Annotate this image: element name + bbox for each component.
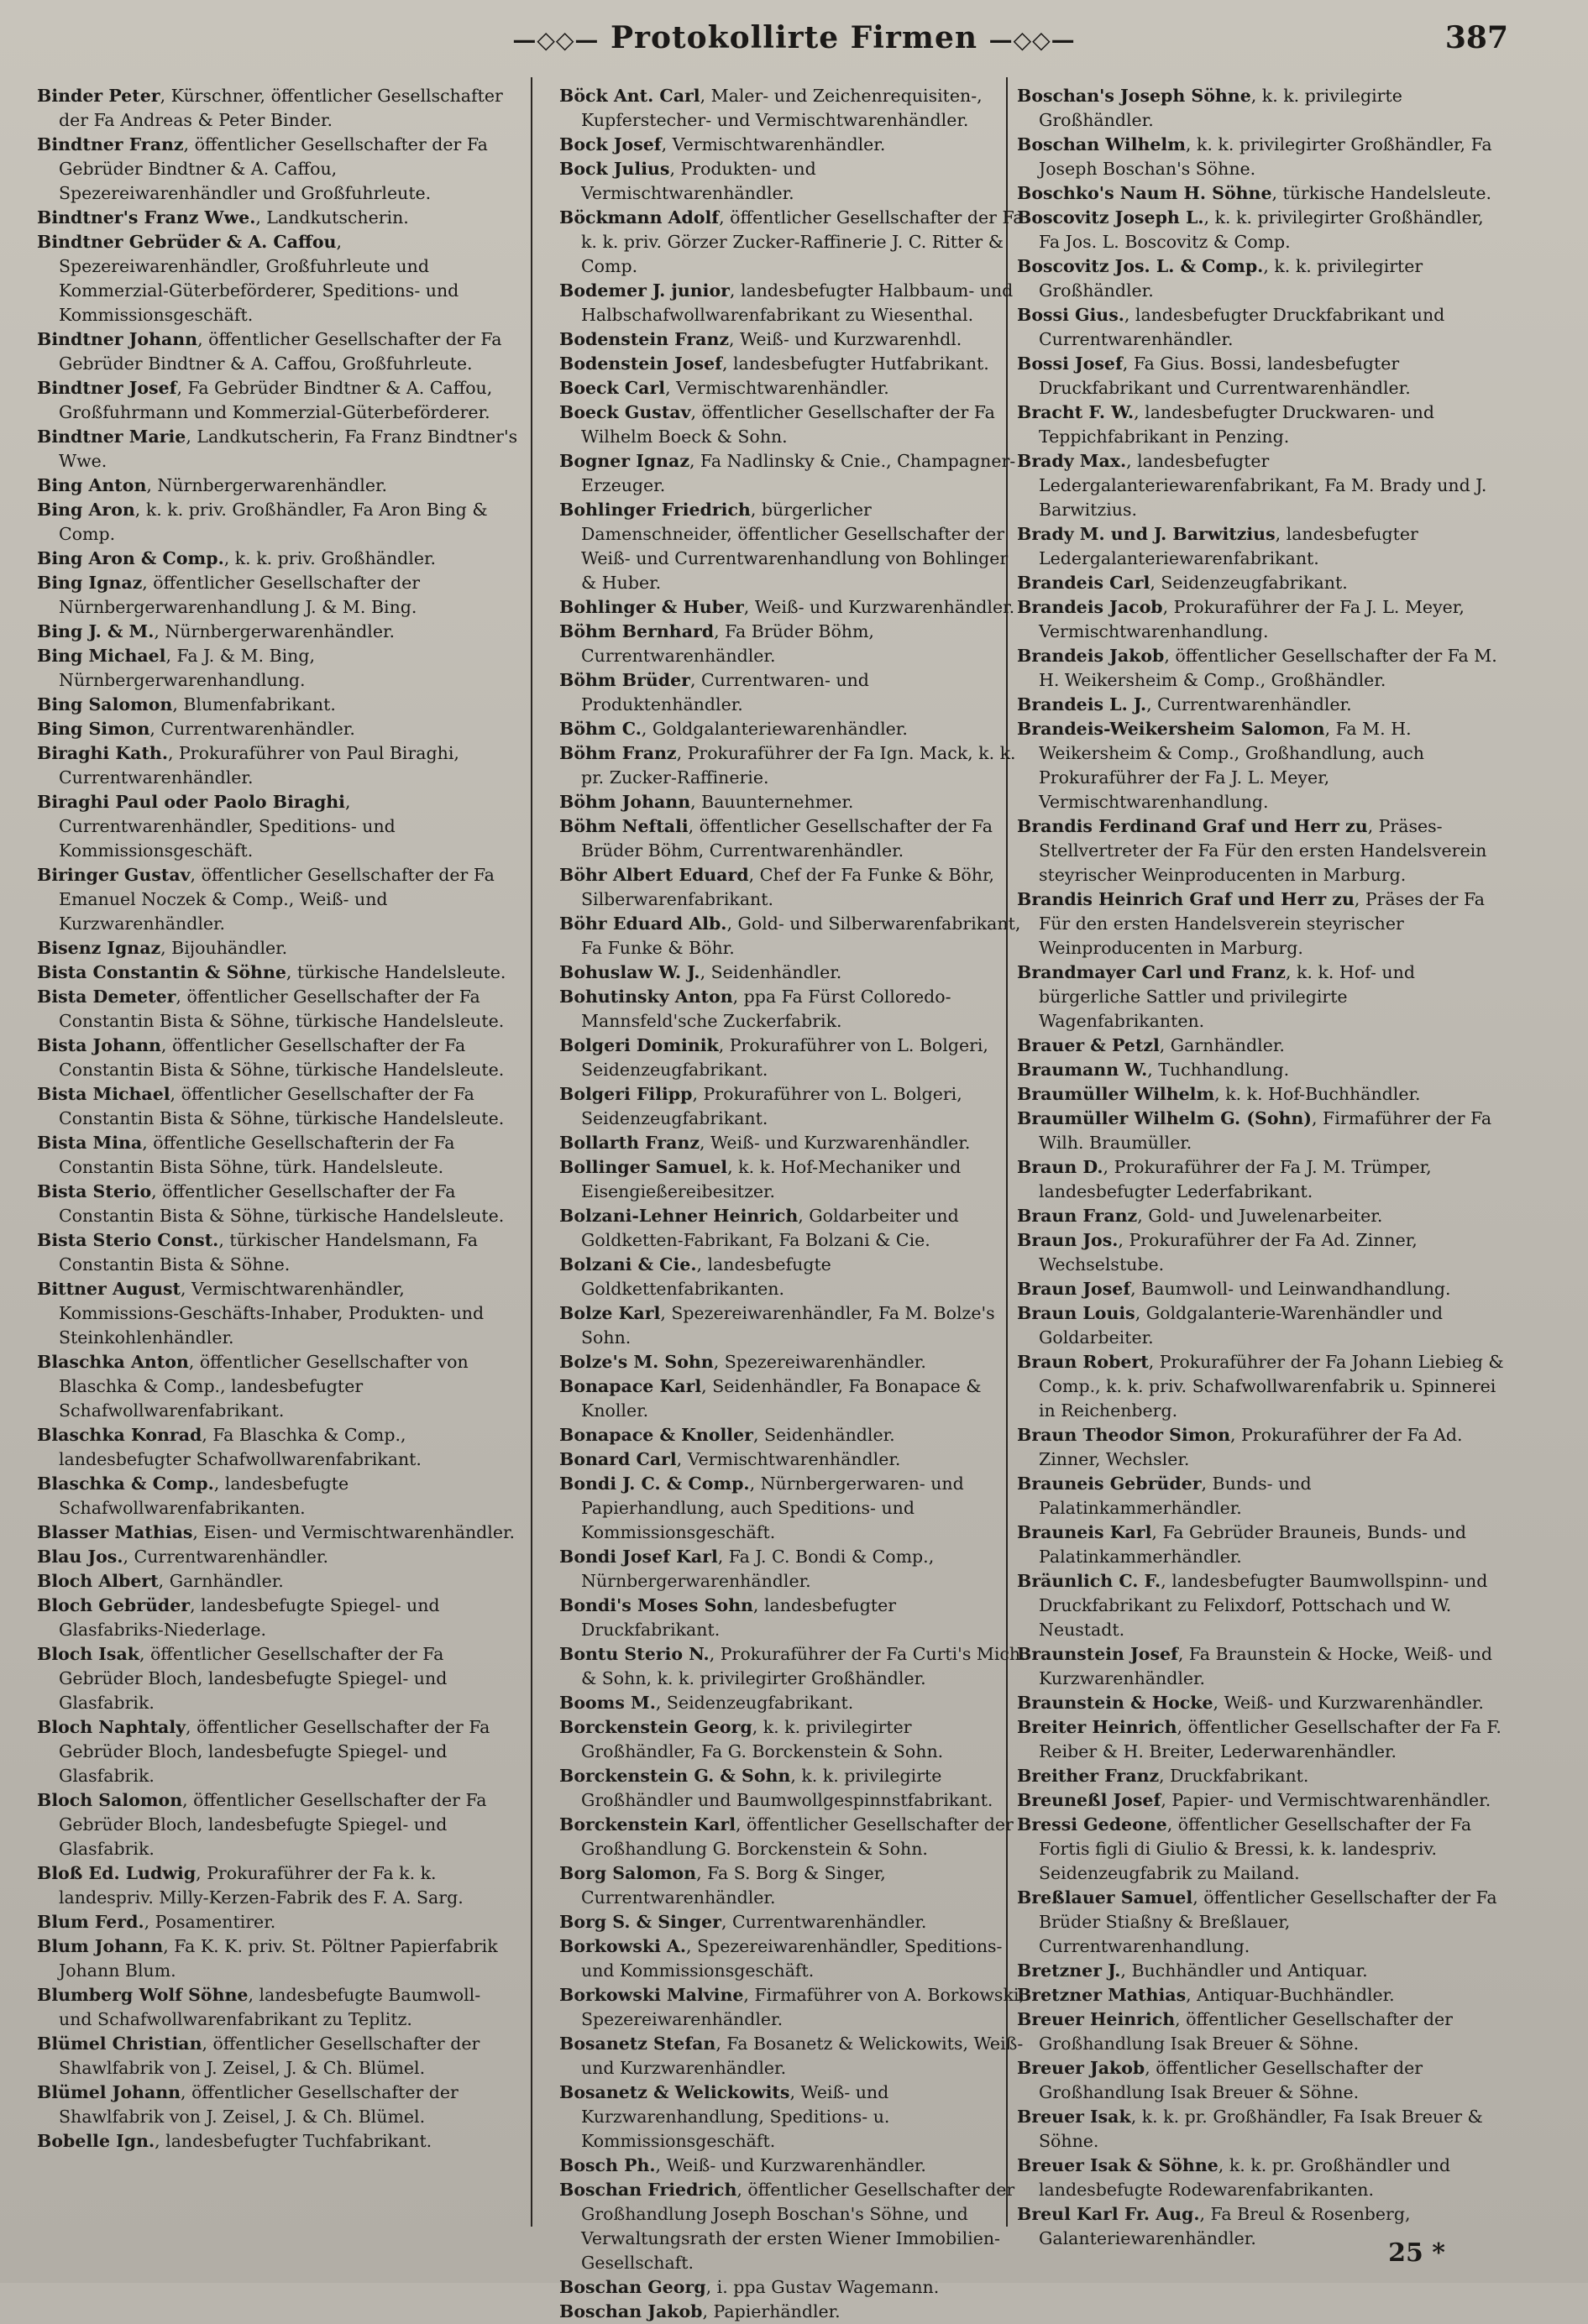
directory-entry: Böhm Neftali, öffentlicher Gesellschafter der Fa Brüder Böhm, Currentwarenhändler.: [559, 816, 993, 861]
directory-entry: Bing Ignaz, öffentlicher Gesellschafter der Nürnbergerwarenhandlung J. & M. Bing.: [37, 573, 421, 617]
directory-entry: Bloch Isak, öffentlicher Gesellschafter der Fa Gebrüder Bloch, landesbefugte Spiegel- und Glasfabrik.: [37, 1644, 448, 1713]
directory-entry: Blaschka Anton, öffentlicher Gesellschafter von Blaschka & Comp., landesbefugter Schafwollwarenfabrikant.: [37, 1352, 469, 1421]
directory-entry: Braun D., Prokuraführer der Fa J. M. Trümper, landesbefugter Lederfabrikant.: [1017, 1157, 1432, 1201]
directory-entry: Böhm Franz, Prokuraführer der Fa Ign. Mack, k. k. pr. Zucker-Raffinerie.: [559, 743, 1016, 788]
directory-entry: Borckenstein G. & Sohn, k. k. privilegirte Großhändler und Baumwollgespinnstfabrikant.: [559, 1766, 993, 1810]
directory-entry: Bloch Naphtaly, öffentlicher Gesellschafter der Fa Gebrüder Bloch, landesbefugte Spiegel- und Glasfabrik.: [37, 1717, 490, 1786]
directory-entry: Bindtner Franz, öffentlicher Gesellschafter der Fa Gebrüder Bindtner & A. Caffou, Spezereiwarenhändler und Großfuhrleute.: [37, 134, 488, 203]
directory-entry: Bista Johann, öffentlicher Gesellschafter der Fa Constantin Bista & Söhne, türkische Handelsleute.: [37, 1035, 505, 1080]
directory-entry: Booms M., Seidenzeugfabrikant.: [559, 1693, 854, 1713]
directory-entry: Breul Karl Fr. Aug., Fa Breul & Rosenberg, Galanteriewarenhändler.: [1017, 2204, 1411, 2248]
directory-entry: Bondi's Moses Sohn, landesbefugter Druckfabrikant.: [559, 1595, 897, 1640]
directory-entry: Bolzani & Cie., landesbefugte Goldkettenfabrikanten.: [559, 1254, 831, 1299]
directory-entry: Böhm Bernhard, Fa Brüder Böhm, Currentwarenhändler.: [559, 621, 874, 666]
directory-entry: Bonard Carl, Vermischtwarenhändler.: [559, 1449, 901, 1469]
column-left: [32, 84, 523, 2217]
directory-entry: Bossi Gius., landesbefugter Druckfabrikant und Currentwarenhändler.: [1017, 305, 1445, 349]
directory-entry: Binder Peter, Kürschner, öffentlicher Gesellschafter der Fa Andreas & Peter Binder.: [37, 86, 503, 130]
directory-entry: Bosanetz & Welickowits, Weiß- und Kurzwarenhandlung, Speditions- u. Kommissionsgeschäft.: [559, 2082, 890, 2151]
directory-entry: Bohuslaw W. J., Seidenhändler.: [559, 962, 842, 982]
directory-entry: Biringer Gustav, öffentlicher Gesellschafter der Fa Emanuel Noczek & Comp., Weiß- und Kurzwarenhändler.: [37, 865, 495, 934]
directory-entry: Boschan Wilhelm, k. k. privilegirter Großhändler, Fa Joseph Boschan's Söhne.: [1017, 134, 1492, 179]
directory-entry: Boscovitz Joseph L., k. k. privilegirter Großhändler, Fa Jos. L. Boscovitz & Comp.: [1017, 207, 1484, 252]
directory-entry: Breuneßl Josef, Papier- und Vermischtwarenhändler.: [1017, 1790, 1491, 1810]
directory-entry: Bodenstein Josef, landesbefugter Hutfabrikant.: [559, 353, 989, 374]
directory-entry: Böhm C., Goldgalanteriewarenhändler.: [559, 719, 908, 739]
directory-entry: Brandmayer Carl und Franz, k. k. Hof- und bürgerliche Sattler und privilegirte Wagenfabrikanten.: [1017, 962, 1415, 1031]
directory-entry: Brandis Heinrich Graf und Herr zu, Präses der Fa Für den ersten Handelsverein steyrischer Weinproducenten in Marburg.: [1017, 889, 1486, 958]
directory-entry: Bondi Josef Karl, Fa J. C. Bondi & Comp., Nürnbergerwarenhändler.: [559, 1547, 935, 1591]
directory-entry: Blum Ferd., Posamentirer.: [37, 1912, 276, 1932]
directory-entry: Bindtner Marie, Landkutscherin, Fa Franz Bindtner's Wwe.: [37, 427, 518, 471]
directory-entry: Boscovitz Jos. L. & Comp., k. k. privilegirter Großhändler.: [1017, 256, 1423, 301]
directory-entry: Breuer Jakob, öffentlicher Gesellschafter der Großhandlung Isak Breuer & Söhne.: [1017, 2058, 1423, 2102]
directory-entry: Braunstein Josef, Fa Braunstein & Hocke, Weiß- und Kurzwarenhändler.: [1017, 1644, 1492, 1688]
directory-entry: Braumann W., Tuchhandlung.: [1017, 1060, 1290, 1080]
running-title-text: Protokollirte Firmen: [610, 20, 978, 55]
directory-entry: Blumberg Wolf Söhne, landesbefugte Baumwoll- und Schafwollwarenfabrikant zu Teplitz.: [37, 1985, 481, 2029]
directory-entry: Bohlinger Friedrich, bürgerlicher Damenschneider, öffentlicher Gesellschafter der Weiß- und Currentwarenhandlung von Bohlinger & Huber.: [559, 500, 1009, 593]
directory-entry: Brady Max., landesbefugter Ledergalanteriewarenfabrikant, Fa M. Brady und J. Barwitzius.: [1017, 451, 1487, 520]
directory-entry: Bollinger Samuel, k. k. Hof-Mechaniker und Eisengießereibesitzer.: [559, 1157, 962, 1201]
directory-entry: Bressi Gedeone, öffentlicher Gesellschafter der Fa Fortis figli di Giulio & Bressi, k. k. landespriv. Seidenzeugfabrik zu Mailand.: [1017, 1814, 1472, 1883]
directory-entry: Bolgeri Dominik, Prokuraführer von L. Bolgeri, Seidenzeugfabrikant.: [559, 1035, 988, 1080]
directory-entry: Breuer Heinrich, öffentlicher Gesellschafter der Großhandlung Isak Breuer & Söhne.: [1017, 2009, 1453, 2054]
directory-entry: Bontu Sterio N., Prokuraführer der Fa Curti's Mich. & Sohn, k. k. privilegirter Großhändler.: [559, 1644, 1026, 1688]
directory-entry: Brandeis Jacob, Prokuraführer der Fa J. L. Meyer, Vermischtwarenhandlung.: [1017, 597, 1465, 641]
directory-entry: Bosch Ph., Weiß- und Kurzwarenhändler.: [559, 2155, 926, 2175]
directory-entry: Bista Sterio Const., türkischer Handelsmann, Fa Constantin Bista & Söhne.: [37, 1230, 479, 1275]
directory-entry: Breither Franz, Druckfabrikant.: [1017, 1766, 1309, 1786]
directory-entry: Böhr Albert Eduard, Chef der Fa Funke & Böhr, Silberwarenfabrikant.: [559, 865, 995, 909]
directory-entry: Bindtner Johann, öffentlicher Gesellschafter der Fa Gebrüder Bindtner & A. Caffou, Großfuhrleute.: [37, 329, 502, 374]
column-middle: [554, 84, 1033, 2321]
directory-entry: Bindtner Josef, Fa Gebrüder Bindtner & A. Caffou, Großfuhrmann und Kommerzial-Güterbeförderer.: [37, 378, 493, 422]
directory-entry: Brauer & Petzl, Garnhändler.: [1017, 1035, 1285, 1055]
directory-entry: Bloch Gebrüder, landesbefugte Spiegel- und Glasfabriks-Niederlage.: [37, 1595, 440, 1640]
signature-mark: 25 *: [1388, 2238, 1445, 2268]
directory-entry: Braumüller Wilhelm, k. k. Hof-Buchhändler.: [1017, 1084, 1421, 1104]
directory-entry: Breiter Heinrich, öffentlicher Gesellschafter der Fa F. Reiber & H. Breiter, Lederwarenhändler.: [1017, 1717, 1502, 1761]
directory-entry: Böhm Brüder, Currentwaren- und Produktenhändler.: [559, 670, 869, 714]
directory-entry: Bloß Ed. Ludwig, Prokuraführer der Fa k. k. landespriv. Milly-Kerzen-Fabrik des F. A. Sarg.: [37, 1863, 464, 1908]
directory-entry: Blaschka & Comp., landesbefugte Schafwollwarenfabrikanten.: [37, 1473, 349, 1518]
directory-entry: Bohlinger & Huber, Weiß- und Kurzwarenhändler.: [559, 597, 1015, 617]
directory-entry: Bing J. & M., Nürnbergerwarenhändler.: [37, 621, 396, 641]
directory-entry: Boeck Gustav, öffentlicher Gesellschafter der Fa Wilhelm Boeck & Sohn.: [559, 402, 995, 447]
directory-entry: Böckmann Adolf, öffentlicher Gesellschafter der Fa k. k. priv. Görzer Zucker-Raffinerie J. C. Ritter & Comp.: [559, 207, 1024, 276]
directory-entry: Brauneis Karl, Fa Gebrüder Brauneis, Bunds- und Palatinkammerhändler.: [1017, 1522, 1467, 1567]
directory-entry: Braun Louis, Goldgalanterie-Warenhändler und Goldarbeiter.: [1017, 1303, 1444, 1348]
directory-entry: Bodemer J. junior, landesbefugter Halbbaum- und Halbschafwollwarenfabrikant zu Wiesenthal.: [559, 280, 1014, 325]
directory-entry: Breuer Isak, k. k. pr. Großhändler, Fa Isak Breuer & Söhne.: [1017, 2107, 1483, 2151]
directory-entry: Bista Mina, öffentliche Gesellschafterin der Fa Constantin Bista Söhne, türk. Handelsleute.: [37, 1133, 455, 1177]
directory-entry: Bondi J. C. & Comp., Nürnbergerwaren- und Papierhandlung, auch Speditions- und Kommissionsgeschäft.: [559, 1473, 964, 1542]
page-header: [0, 15, 1588, 65]
column-divider: [531, 77, 532, 2227]
directory-entry: Bock Julius, Produkten- und Vermischtwarenhändler.: [559, 159, 816, 203]
directory-entry: Bloch Salomon, öffentlicher Gesellschafter der Fa Gebrüder Bloch, landesbefugte Spiegel- und Glasfabrik.: [37, 1790, 487, 1859]
column-right: [1012, 84, 1512, 2248]
directory-entry: Bing Aron, k. k. priv. Großhändler, Fa Aron Bing & Comp.: [37, 500, 488, 544]
directory-entry: Bisenz Ignaz, Bijouhändler.: [37, 938, 288, 958]
directory-entry: Bracht F. W., landesbefugter Druckwaren- und Teppichfabrikant in Penzing.: [1017, 402, 1434, 447]
directory-entry: Bing Salomon, Blumenfabrikant.: [37, 694, 336, 714]
directory-entry: Breuer Isak & Söhne, k. k. pr. Großhändler und landesbefugte Rodewarenfabrikanten.: [1017, 2155, 1450, 2200]
directory-entry: Bolze Karl, Spezereiwarenhändler, Fa M. Bolze's Sohn.: [559, 1303, 995, 1348]
directory-entry: Bolze's M. Sohn, Spezereiwarenhändler.: [559, 1352, 926, 1372]
directory-entry: Boschan Jakob, Papierhändler.: [559, 2301, 841, 2321]
directory-entry: Boschan Friedrich, öffentlicher Gesellschafter der Großhandlung Joseph Boschan's Söhne, und Verwaltungsrath der ersten Wiener Immobilien-Gesellschaft.: [559, 2180, 1015, 2273]
directory-entry: Bista Demeter, öffentlicher Gesellschafter der Fa Constantin Bista & Söhne, türkische Handelsleute.: [37, 987, 505, 1031]
directory-entry: Bing Aron & Comp., k. k. priv. Großhändler.: [37, 548, 437, 568]
directory-entry: Bing Anton, Nürnbergerwarenhändler.: [37, 475, 388, 495]
directory-entry: Bräunlich C. F., landesbefugter Baumwollspinn- und Druckfabrikant zu Felixdorf, Pottschach und W. Neustadt.: [1017, 1571, 1488, 1640]
directory-entry: Braun Robert, Prokuraführer der Fa Johann Liebieg & Comp., k. k. priv. Schafwollwarenfabrik u. Spinnerei in Reichenberg.: [1017, 1352, 1504, 1421]
ornament-right-icon: —◇◇—: [988, 26, 1076, 54]
directory-entry: Braun Theodor Simon, Prokuraführer der Fa Ad. Zinner, Wechsler.: [1017, 1425, 1463, 1469]
directory-entry: Bista Michael, öffentlicher Gesellschafter der Fa Constantin Bista & Söhne, türkische Handelsleute.: [37, 1084, 505, 1128]
directory-entry: Braunstein & Hocke, Weiß- und Kurzwarenhändler.: [1017, 1693, 1484, 1713]
ornament-left-icon: —◇◇—: [512, 26, 600, 54]
directory-entry: Borkowski Malvine, Firmaführer von A. Borkowski, Spezereiwarenhändler.: [559, 1985, 1025, 2029]
directory-entry: Bosanetz Stefan, Fa Bosanetz & Welickowits, Weiß- und Kurzwarenhändler.: [559, 2034, 1024, 2078]
directory-entry: Brady M. und J. Barwitzius, landesbefugter Ledergalanteriewarenfabrikant.: [1017, 524, 1418, 568]
directory-entry: Brandis Ferdinand Graf und Herr zu, Präses-Stellvertreter der Fa Für den ersten Handelsverein steyrischer Weinproducenten in Marburg.: [1017, 816, 1487, 885]
directory-entry: Braun Josef, Baumwoll- und Leinwandhandlung.: [1017, 1279, 1451, 1299]
page-number: 387: [1444, 20, 1508, 55]
directory-entry: Brauneis Gebrüder, Bunds- und Palatinkammerhändler.: [1017, 1473, 1312, 1518]
directory-entry: Böck Ant. Carl, Maler- und Zeichenrequisiten-, Kupferstecher- und Vermischtwarenhändler.: [559, 86, 983, 130]
directory-entry: Bittner August, Vermischtwarenhändler, Kommissions-Geschäfts-Inhaber, Produkten- und Steinkohlenhändler.: [37, 1279, 485, 1348]
directory-entry: Bonapace Karl, Seidenhändler, Fa Bonapace & Knoller.: [559, 1376, 982, 1421]
directory-entry: Böhm Johann, Bauunternehmer.: [559, 792, 854, 812]
directory-entry: Borkowski A., Spezereiwarenhändler, Speditions- und Kommissionsgeschäft.: [559, 1936, 1003, 1981]
directory-entry: Brandeis Carl, Seidenzeugfabrikant.: [1017, 573, 1348, 593]
directory-entry: Brandeis L. J., Currentwarenhändler.: [1017, 694, 1352, 714]
directory-entry: Bolgeri Filipp, Prokuraführer von L. Bolgeri, Seidenzeugfabrikant.: [559, 1084, 962, 1128]
directory-entry: Boschan's Joseph Söhne, k. k. privilegirte Großhändler.: [1017, 86, 1402, 130]
directory-entry: Bretzner J., Buchhändler und Antiquar.: [1017, 1960, 1368, 1981]
directory-entry: Braumüller Wilhelm G. (Sohn), Firmaführer der Fa Wilh. Braumüller.: [1017, 1108, 1492, 1153]
directory-entry: Boschko's Naum H. Söhne, türkische Handelsleute.: [1017, 183, 1492, 203]
directory-entry: Borckenstein Karl, öffentlicher Gesellschafter der Großhandlung G. Borckenstein & Sohn.: [559, 1814, 1014, 1859]
directory-entry: Böhr Eduard Alb., Gold- und Silberwarenfabrikant, Fa Funke & Böhr.: [559, 913, 1021, 958]
directory-entry: Bohutinsky Anton, ppa Fa Fürst Colloredo-Mannsfeld'sche Zuckerfabrik.: [559, 987, 951, 1031]
directory-entry: Borg S. & Singer, Currentwarenhändler.: [559, 1912, 927, 1932]
directory-entry: Bloch Albert, Garnhändler.: [37, 1571, 284, 1591]
directory-entry: Bista Constantin & Söhne, türkische Handelsleute.: [37, 962, 506, 982]
directory-entry: Bretzner Mathias, Antiquar-Buchhändler.: [1017, 1985, 1395, 2005]
directory-entry: Brandeis Jakob, öffentlicher Gesellschafter der Fa M. H. Weikersheim & Comp., Großhändler.: [1017, 646, 1497, 690]
directory-entry: Bing Michael, Fa J. & M. Bing, Nürnbergerwarenhandlung.: [37, 646, 315, 690]
directory-entry: Biraghi Paul oder Paolo Biraghi, Currentwarenhändler, Speditions- und Kommissionsgeschäft.: [37, 792, 396, 861]
directory-entry: Braun Franz, Gold- und Juwelenarbeiter.: [1017, 1206, 1383, 1226]
directory-entry: Bindtner's Franz Wwe., Landkutscherin.: [37, 207, 409, 228]
directory-entry: Blau Jos., Currentwarenhändler.: [37, 1547, 328, 1567]
directory-entry: Brandeis-Weikersheim Salomon, Fa M. H. Weikersheim & Comp., Großhandlung, auch Prokuraführer der Fa J. L. Meyer, Vermischtwarenhandlung.: [1017, 719, 1424, 812]
directory-entry: Borckenstein Georg, k. k. privilegirter Großhändler, Fa G. Borckenstein & Sohn.: [559, 1717, 944, 1761]
directory-entry: Blümel Johann, öffentlicher Gesellschafter der Shawlfabrik von J. Zeisel, J. & Ch. Blümel.: [37, 2082, 459, 2127]
directory-entry: Bollarth Franz, Weiß- und Kurzwarenhändler.: [559, 1133, 971, 1153]
directory-entry: Boeck Carl, Vermischtwarenhändler.: [559, 378, 889, 398]
directory-entry: Breßlauer Samuel, öffentlicher Gesellschafter der Fa Brüder Stiaßny & Breßlauer, Currentwarenhandlung.: [1017, 1887, 1497, 1956]
directory-entry: Bing Simon, Currentwarenhändler.: [37, 719, 355, 739]
directory-entry: Braun Jos., Prokuraführer der Fa Ad. Zinner, Wechselstube.: [1017, 1230, 1418, 1275]
directory-entry: Bolzani-Lehner Heinrich, Goldarbeiter und Goldketten-Fabrikant, Fa Bolzani & Cie.: [559, 1206, 959, 1250]
directory-entry: Bodenstein Franz, Weiß- und Kurzwarenhdl.: [559, 329, 962, 349]
directory-entry: Blum Johann, Fa K. K. priv. St. Pöltner Papierfabrik Johann Blum.: [37, 1936, 498, 1981]
directory-entry: Blasser Mathias, Eisen- und Vermischtwarenhändler.: [37, 1522, 516, 1542]
directory-entry: Biraghi Kath., Prokuraführer von Paul Biraghi, Currentwarenhändler.: [37, 743, 459, 788]
directory-entry: Borg Salomon, Fa S. Borg & Singer, Currentwarenhändler.: [559, 1863, 886, 1908]
directory-entry: Bossi Josef, Fa Gius. Bossi, landesbefugter Druckfabrikant und Currentwarenhändler.: [1017, 353, 1411, 398]
directory-entry: Bock Josef, Vermischtwarenhändler.: [559, 134, 886, 154]
running-title: [0, 20, 1588, 55]
directory-entry: Bindtner Gebrüder & A. Caffou, Spezereiwarenhändler, Großfuhrleute und Kommerzial-Güterbeförderer, Speditions- und Kommissionsgeschäft.: [37, 232, 459, 325]
directory-entry: Bobelle Ign., landesbefugter Tuchfabrikant.: [37, 2131, 432, 2151]
directory-entry: Blaschka Konrad, Fa Blaschka & Comp., landesbefugter Schafwollwarenfabrikant.: [37, 1425, 422, 1469]
directory-entry: Bista Sterio, öffentlicher Gesellschafter der Fa Constantin Bista & Söhne, türkische Handelsleute.: [37, 1181, 505, 1226]
directory-entry: Boschan Georg, i. ppa Gustav Wagemann.: [559, 2277, 940, 2297]
directory-entry: Bogner Ignaz, Fa Nadlinsky & Cnie., Champagner-Erzeuger.: [559, 451, 1016, 495]
directory-entry: Blümel Christian, öffentlicher Gesellschafter der Shawlfabrik von J. Zeisel, J. & Ch. Blümel.: [37, 2034, 480, 2078]
directory-entry: Bonapace & Knoller, Seidenhändler.: [559, 1425, 895, 1445]
